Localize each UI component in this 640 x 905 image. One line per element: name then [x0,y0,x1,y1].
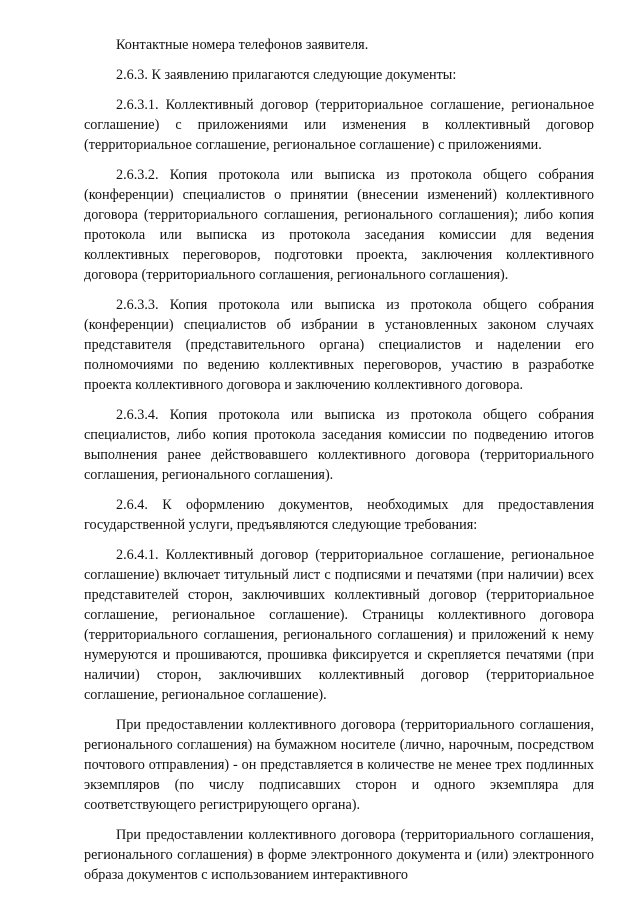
paragraph-2-6-3-2: 2.6.3.2. Копия протокола или выписка из протокола общего собрания (конференции) специалистов о принятии (внесении изменений) коллективного договора (территориального соглашения, регионального соглашения); либо копия протокола или выписка из протокола заседания комиссии для ведения коллективных переговоров, подготовки проекта, заключения коллективного договора (территориального соглашения, регионального соглашения). [84,167,594,283]
paragraph-2-6-3-3: 2.6.3.3. Копия протокола или выписка из протокола общего собрания (конференции) специалистов об избрании в установленных законом случаях представителя (представительного органа) специалистов и наделении его полномочиями по ведению коллективных переговоров, участию в разработке проекта коллективного договора и заключению коллективного договора. [84,297,594,393]
document-page [84,35,594,885]
paragraph-2-6-3-4: 2.6.3.4. Копия протокола или выписка из протокола общего собрания специалистов, либо копия протокола заседания комиссии по подведению итогов выполнения ранее действовавшего коллективного договора (территориального соглашения, регионального соглашения). [84,407,594,483]
paragraph-paper-submission: При предоставлении коллективного договора (территориального соглашения, регионального соглашения) на бумажном носителе (лично, нарочным, посредством почтового отправления) - он представляется в количестве не менее трех подлинных экземпляров (по числу подписавших сторон и одного экземпляра для соответствующего регистрирующего органа). [84,717,594,813]
paragraph-2-6-4-1: 2.6.4.1. Коллективный договор (территориальное соглашение, региональное соглашение) включает титульный лист с подписями и печатями (при наличии) всех представителей сторон, заключивших коллективный договор (территориальное соглашение, региональное соглашение). Страницы коллективного договора (территориального соглашения, регионального соглашения) и приложений к нему нумеруются и прошиваются, прошивка фиксируется и скрепляется печатями (при наличии) сторон, заключивших коллективный договор (территориальное соглашение, региональное соглашение). [84,547,594,703]
paragraph-2-6-4: 2.6.4. К оформлению документов, необходимых для предоставления государственной услуги, предъявляются следующие требования: [84,497,594,533]
paragraph-2-6-3: 2.6.3. К заявлению прилагаются следующие документы: [116,67,457,83]
paragraph-contact-phones: Контактные номера телефонов заявителя. [116,37,369,53]
paragraph-electronic-submission: При предоставлении коллективного договора (территориального соглашения, регионального соглашения) в форме электронного документа и (или) электронного образа документов с использованием интерактивного [84,827,594,883]
paragraph-2-6-3-1: 2.6.3.1. Коллективный договор (территориальное соглашение, региональное соглашение) с приложениями или изменения в коллективный договор (территориальное соглашение, региональное соглашение) с приложениями. [84,97,594,153]
